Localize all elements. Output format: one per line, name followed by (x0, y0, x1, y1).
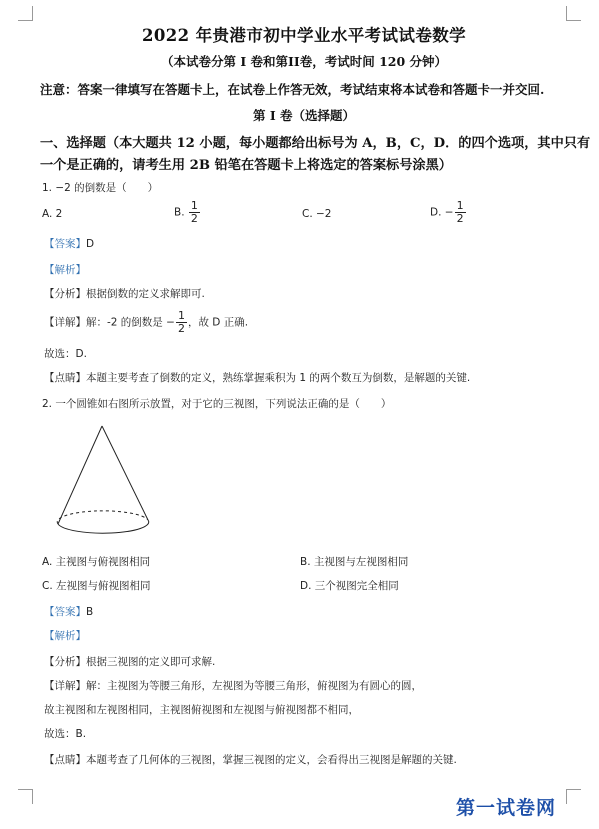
crop-mark-bottom-right (566, 789, 581, 804)
crop-mark-top-left (18, 6, 33, 21)
q1-option-d: D. − $\frac{1}{2}$ (430, 199, 464, 225)
q2-dianjing: 【点睛】本题考查了几何体的三视图，掌握三视图的定义，会看得出三视图是解题的关键. (44, 754, 457, 766)
q1-option-b-fraction: $\frac{1}{2}$ (190, 199, 198, 225)
q1-option-b: B. $\frac{1}{2}$ (174, 199, 198, 225)
q1-option-d-fraction: $\frac{1}{2}$ (456, 199, 464, 225)
question-2-stem: 2. 一个圆锥如右图所示放置，对于它的三视图，下列说法正确的是（ ） (42, 398, 392, 410)
q2-answer: 【答案】B (44, 606, 94, 618)
cone-figure (56, 424, 160, 548)
section-heading: 第 I 卷（选择题） (252, 108, 356, 123)
part1-instruction-line2: 一个是正确的，请考生用 2B 铅笔在答题卡上将选定的答案标号涂黑） (40, 158, 452, 173)
q2-detail-line2: 故主视图和左视图相同，主视图俯视图和左视图与俯视图都不相同， (44, 704, 359, 716)
q1-dianjing: 【点睛】本题主要考查了倒数的定义，熟练掌握乘积为 1 的两个数互为倒数，是解题的关键. (44, 372, 471, 384)
q2-xiangjie: 【详解】解：主视图为等腰三角形，左视图为等腰三角形，俯视图为有圆心的圆， (44, 680, 422, 692)
q2-fenxi: 【分析】根据三视图的定义即可求解. (44, 656, 216, 668)
answer-tag: 【答案】 (44, 238, 86, 250)
q2-option-b: B. 主视图与左视图相同 (300, 556, 409, 568)
q2-option-d: D. 三个视图完全相同 (300, 580, 399, 592)
crop-mark-bottom-left (18, 789, 33, 804)
q2-analysis-tag: 【解析】 (44, 630, 86, 642)
q1-analysis-tag: 【解析】 (44, 264, 86, 276)
exam-subtitle: （本试卷分第 I 卷和第II卷，考试时间 120 分钟） (160, 54, 448, 69)
part1-instruction-line1: 一、选择题（本大题共 12 小题，每小题都给出标号为 A，B，C，D．的四个选项，其中只有 (40, 136, 591, 151)
site-watermark-logo: 第一试卷网 (456, 797, 557, 819)
q2-option-c: C. 左视图与俯视图相同 (42, 580, 151, 592)
answer-tag: 【答案】 (44, 606, 86, 618)
q1-xiangjie-fraction: $\frac{1}{2}$ (177, 309, 185, 335)
question-1-stem: 1. −2 的倒数是（ ） (42, 182, 159, 194)
exam-notice: 注意：答案一律填写在答题卡上，在试卷上作答无效，考试结束将本试卷和答题卡一并交回. (40, 82, 545, 97)
page-title: 2022 年贵港市初中学业水平考试试卷数学 (141, 26, 467, 45)
q1-xiangjie: 【详解】解：-2 的倒数是 − $\frac{1}{2}$ ，故 D 正确. (44, 309, 249, 335)
q1-option-c: C. −2 (302, 208, 332, 220)
q2-option-a: A. 主视图与俯视图相同 (42, 556, 151, 568)
q2-choice: 故选：B. (44, 728, 87, 740)
q1-fenxi: 【分析】根据倒数的定义求解即可. (44, 288, 205, 300)
crop-mark-top-right (566, 6, 581, 21)
q1-choice: 故选：D. (44, 348, 87, 360)
q1-answer: 【答案】D (44, 238, 95, 250)
q1-option-a: A. 2 (42, 208, 63, 220)
